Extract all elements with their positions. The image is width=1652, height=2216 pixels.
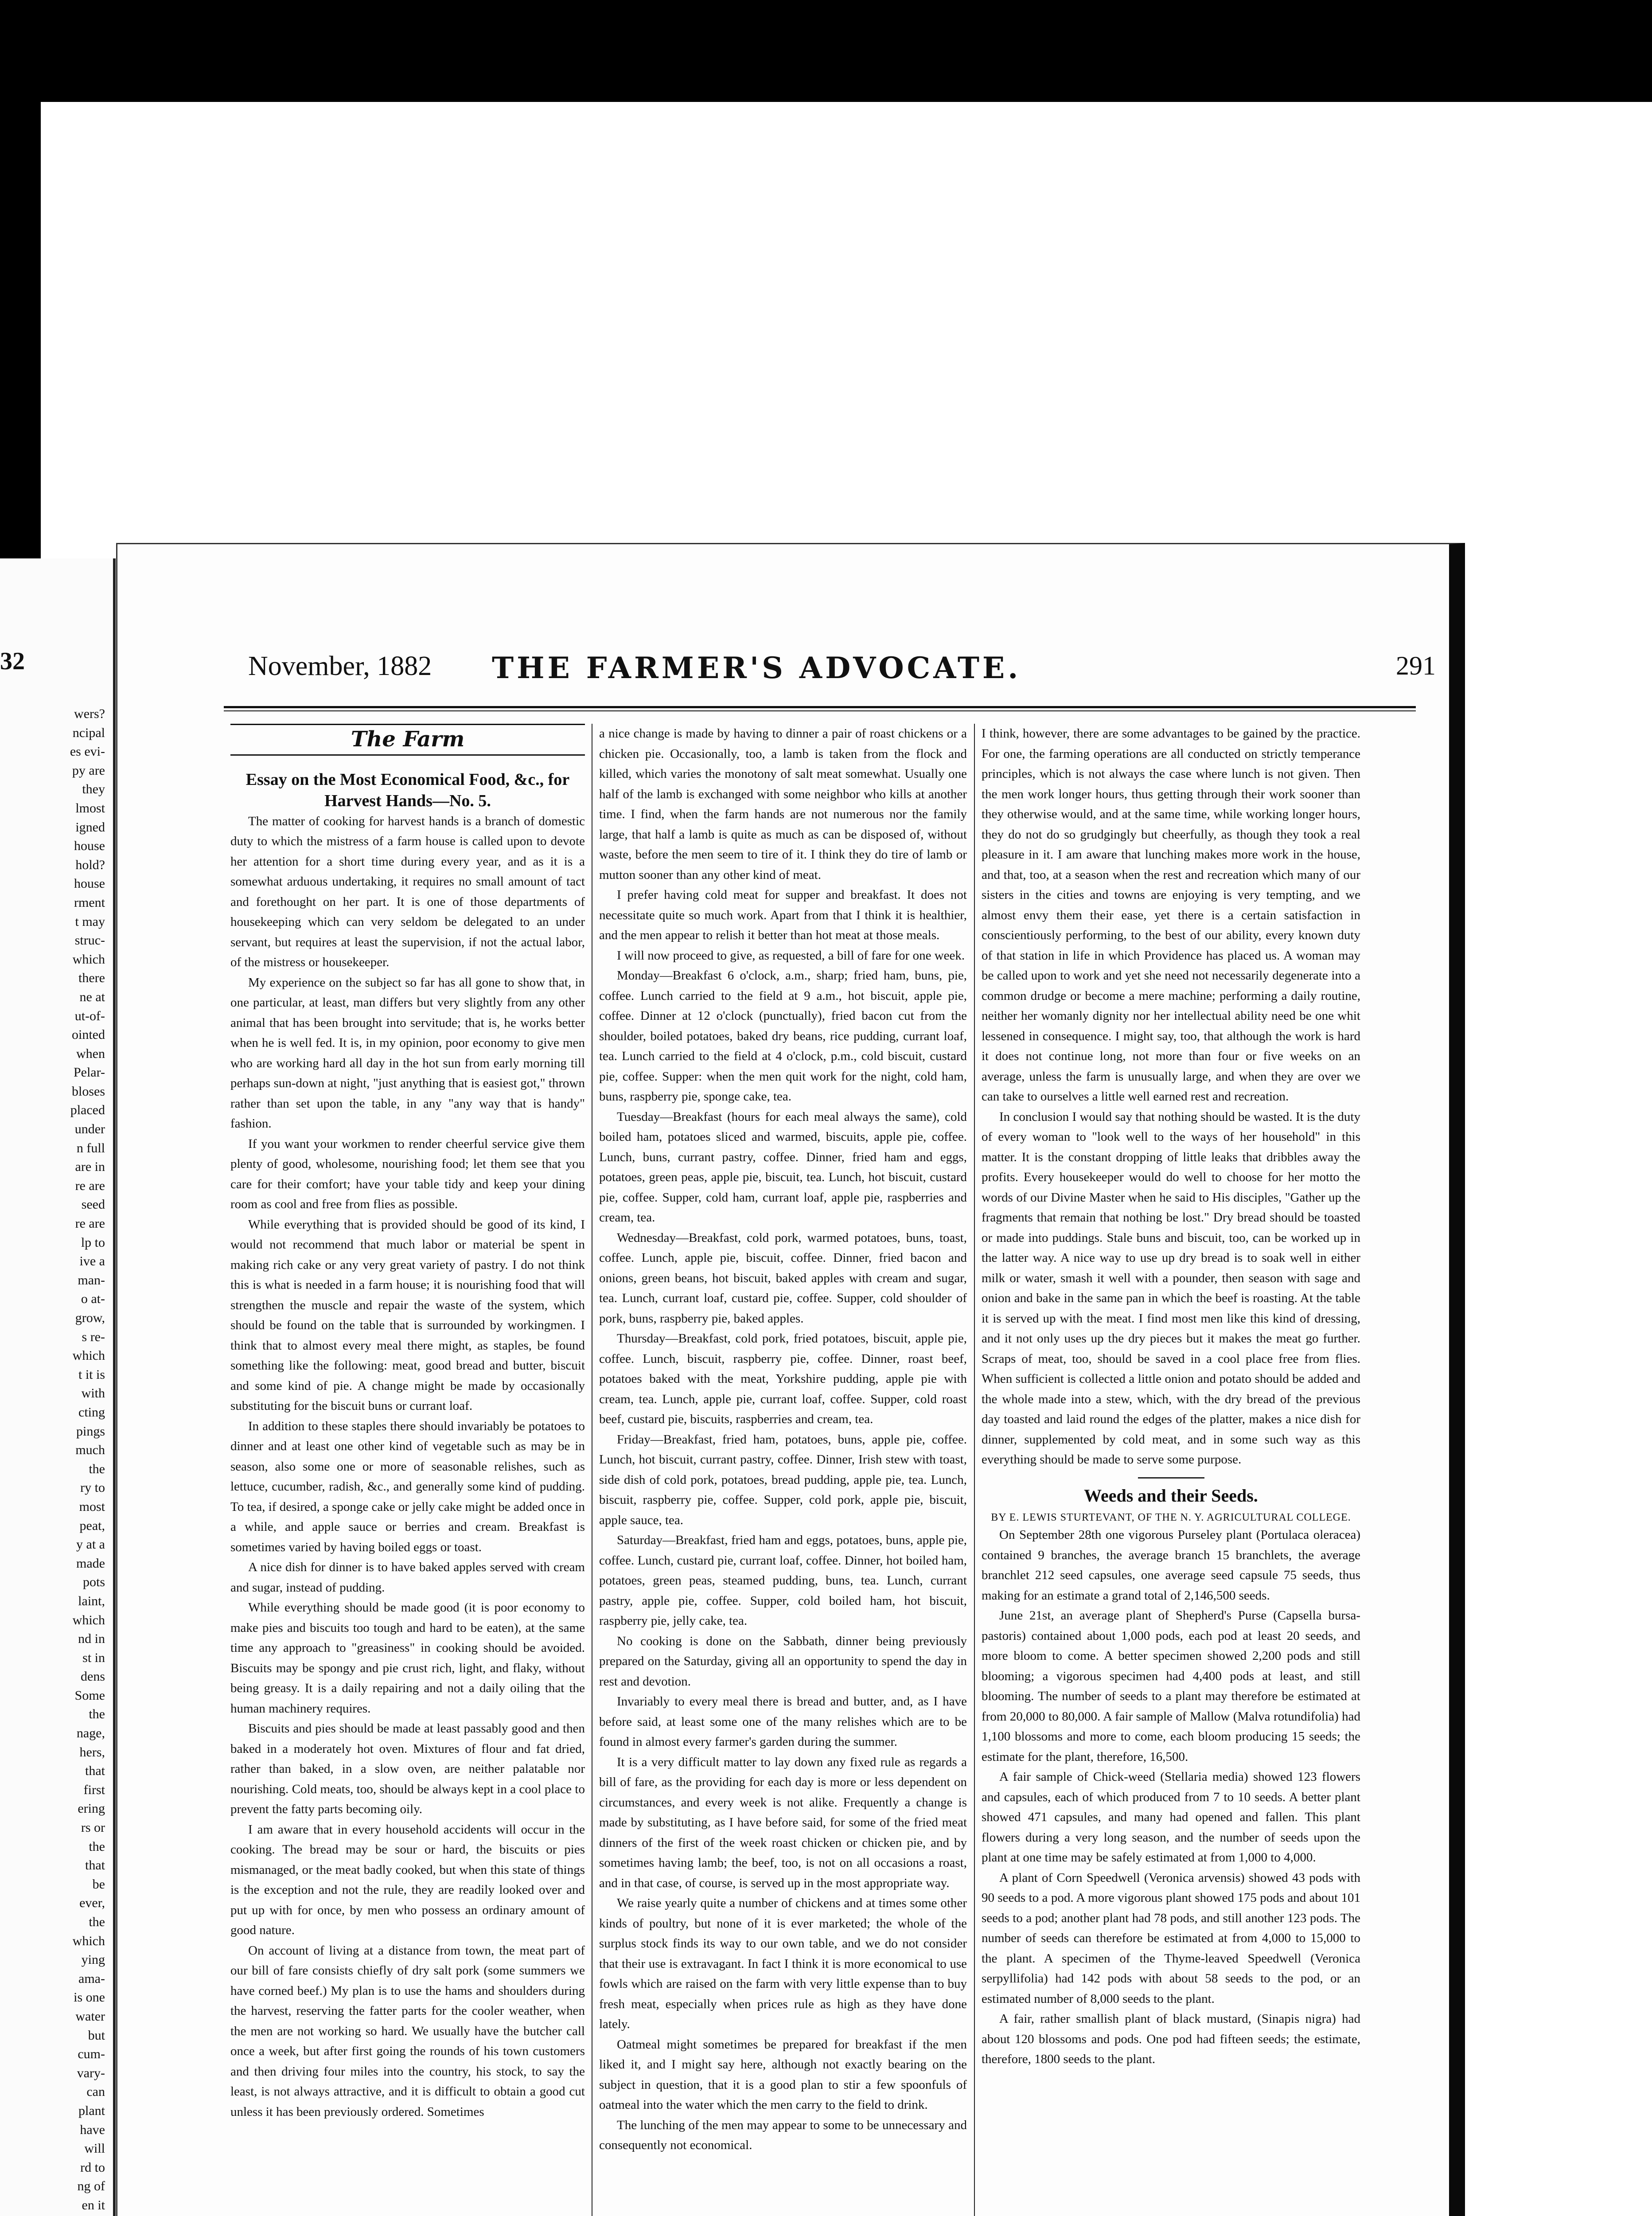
column-1	[230, 724, 585, 2216]
paragraph: A plant of Corn Speedwell (Veronica arvensis) showed 43 pods with 90 seeds to a pod. A more vigorous plant showed 175 pods and about 101 seeds to a pod; another plant had 78 pods, and still another 123 pods. The number of seeds can therefore be estimated at from 4,000 to 15,000 to the plant. A specimen of the Thyme-leaved Speedwell (Veronica serpyllifolia) had 142 pods with about 58 seeds to the pod, or an estimated number of 8,000 seeds to the plant.	[982, 1870, 1360, 2006]
paragraph: In addition to these staples there should invariably be potatoes to dinner and at least one other kind of vegetable such as may be in season, also some one or more of seasonable relishes, such as lettuce, cucumber, radish, &c., and generally some kind of pudding. To tea, if desired, a sponge cake or jelly cake might be added once in a while, and apple sauce or berries and cream. Breakfast is sometimes varied by having boiled eggs or toast.	[230, 1419, 585, 1554]
column-2	[599, 724, 967, 2216]
paragraph: June 21st, an average plant of Shepherd's Purse (Capsella bursa-pastoris) contained about 1,000 pods, each pod at least 20 seeds, and more bloom to come. A better specimen showed 2,200 pods and still blooming; a vigorous specimen had 4,400 pods at least, and still blooming. The number of seeds to a plant may therefore be estimated at from 20,000 to 80,000. A fair sample of Mallow (Malva rotundifolia) had 1,100 blossoms and more to come, each bloom producing 15 seeds; the estimate for the plant, therefore, 16,500.	[982, 1608, 1360, 1764]
paragraph: While everything that is provided should be good of its kind, I would not recommend that much labor or material be spent in making rich cake or any very great variety of pastry. I do not think this is what is needed in a farm house; it is nourishing food that will strengthen the muscle and repair the waste of the system, which should be found on the table that is surrounded by workingmen. I think that to almost every meal there might, as staples, be found something like the following: meat, good bread and butter, biscuit and some kind of pie. A change might be made by occasionally substituting for the biscuit buns or currant loaf.	[230, 1217, 585, 1413]
paragraph: We raise yearly quite a number of chickens and at times some other kinds of poultry, but none of it is ever marketed; the whole of the surplus stock finds its way to our own table, and we do not consider that their use is extravagant. In fact I think it is more economical to use fowls which are raised on the farm with very little expense than to buy fresh meat, especially when prices rule as high as they have done lately.	[599, 1896, 967, 2031]
paragraph: On September 28th one vigorous Purseley plant (Portulaca oleracea) contained 9 branches, the average branch 15 branchlets, the average branchlet 212 seed capsules, one average seed capsule 75 seeds, thus making for an estimate a grand total of 2,146,500 seeds.	[982, 1528, 1360, 1603]
page-header	[248, 651, 1436, 699]
paragraph: Saturday—Breakfast, fried ham and eggs, potatoes, buns, apple pie, coffee. Lunch, custard pie, currant loaf, coffee. Dinner, hot boiled ham, potatoes, green peas, steamed pudding, buns, tea. Lunch, currant pastry, apple pie, coffee. Supper, cold boiled ham, hot biscuit, raspberry pie, jelly cake, tea.	[599, 1533, 967, 1628]
paragraph: a nice change is made by having to dinner a pair of roast chickens or a chicken pie. Occasionally, too, a lamb is taken from the flock and killed, which varies the monotony of salt meat somewhat. Usually one half of the lamb is exchanged with some neighbor who kills at another time. I find, when the farm hands are not numerous nor the family large, that half a lamb is quite as much as can be disposed of, without waste, before the men seem to tire of it. I think they do tire of lamb or mutton sooner than any other kind of meat.	[599, 726, 967, 882]
scan-border-top	[0, 0, 1652, 102]
paragraph: Thursday—Breakfast, cold pork, fried potatoes, biscuit, apple pie, coffee. Lunch, biscuit, raspberry pie, coffee. Dinner, roast beef, potatoes baked with the meat, Yorkshire pudding, apple pie with cream, tea. Lunch, apple pie, currant loaf, coffee. Supper, cold roast beef, custard pie, biscuits, raspberries and cream, tea.	[599, 1331, 967, 1426]
article-title: Weeds and their Seeds.	[1084, 1485, 1258, 1506]
paragraph: I think, however, there are some advantages to be gained by the practice. For one, the farming operations are all conducted on strictly temperance principles, which is not always the case where lunch is not given. Then the men work longer hours, thus getting through their work sooner than they otherwise would, and at the same time, while working longer hours, they do not do so grudgingly but cheerfully, as though they took a real pleasure in it. I am aware that lunching makes more work in the house, and that, too, at a season when the rest and recreation which many of our sisters in the cities and towns are enjoying is very tempting, and we almost envy them their ease, yet there is a certain satisfaction in conscientiously performing, to the best of our ability, every known duty of that station in life in which Providence has placed us. A woman may be called upon to work and yet she need not necessarily degenerate into a common drudge or become a mere machine; performing a daily routine, neither her womanly dignity nor her intellectual ability need be one whit lessened in consequence. I might say, too, that although the work is hard it does not continue long, not more than four or five weeks on an average, unless the farm is unusually large, and when they are over we can take to ourselves a little well earned rest and recreation.	[982, 726, 1360, 1104]
paragraph: Oatmeal might sometimes be prepared for breakfast if the men liked it, and I might say here, although not exactly bearing on the subject in question, that it is a good plan to stir a few spoonfuls of oatmeal into the water which the men carry to the field to drink.	[599, 2037, 967, 2112]
paragraph: A nice dish for dinner is to have baked apples served with cream and sugar, instead of pudding.	[230, 1560, 585, 1595]
paragraph: Friday—Breakfast, fried ham, potatoes, buns, apple pie, coffee. Lunch, hot biscuit, currant pastry, coffee. Dinner, Irish stew with toast, side dish of cold pork, potatoes, bread pudding, apple pie, tea. Lunch, biscuit, raspberry pie, coffee. Supper, cold pork, apple pie, biscuit, apple sauce, tea.	[599, 1432, 967, 1527]
paragraph: A fair sample of Chick-weed (Stellaria media) showed 123 flowers and capsules, each of which produced from 7 to 10 seeds. A better plant showed 471 capsules, and many had opened and fallen. This plant flowers during a very long season, and the number of seeds upon the plant at one time may be safely estimated at from 1,000 to 4,000.	[982, 1770, 1360, 1865]
paragraph: No cooking is done on the Sabbath, dinner being previously prepared on the Saturday, giving all an opportunity to spend the day in rest and devotion.	[599, 1634, 967, 1689]
paragraph: The matter of cooking for harvest hands is a branch of domestic duty to which the mistress of a farm house is called upon to devote her attention for a short time during every year, and as it is a somewhat arduous undertaking, it requires no small amount of tact and forethought on her part. It is one of those departments of housekeeping which can very seldom be delegated to an under servant, but requires at least the supervision, if not the actual labor, of the mistress or housekeeper.	[230, 814, 585, 969]
paragraph: Monday—Breakfast 6 o'clock, a.m., sharp; fried ham, buns, pie, coffee. Lunch carried to the field at 9 a.m., hot biscuit, apple pie, coffee. Dinner at 12 o'clock (punctually), fried bacon cut from the shoulder, boiled potatoes, baked dry beans, rice pudding, currant loaf, tea. Lunch carried to the field at 4 o'clock, p.m., cold biscuit, custard pie, coffee. Supper: when the men quit work for the night, cold ham, buns, raspberry pie, sponge cake, tea.	[599, 968, 967, 1104]
publication-title: THE FARMER'S ADVOCATE.	[492, 651, 1021, 685]
department-heading: The Farm	[230, 724, 585, 756]
paragraph: Tuesday—Breakfast (hours for each meal always the same), cold boiled ham, potatoes sliced and warmed, biscuits, apple pie, coffee. Lunch, buns, currant pastry, coffee. Dinner, fried ham and eggs, potatoes, green peas, apple pie, biscuit, tea. Lunch, hot biscuit, custard pie, coffee. Supper, cold ham, currant loaf, apple pie, raspberries and cream, tea.	[599, 1109, 967, 1225]
paragraph: It is a very difficult matter to lay down any fixed rule as regards a bill of fare, as the providing for each day is more or less dependent on circumstances, and every week is not alike. Frequently a change is made by substituting, as I have before said, for some of the fried meat dinners of the first of the week roast chicken or chicken pie, and by sometimes having lamb; the beef, too, is not on all occasions a roast, and in that case, of course, is served up in the most appropriate way.	[599, 1755, 967, 1890]
column-3	[982, 724, 1360, 2200]
header-rule	[224, 706, 1416, 708]
column-divider	[974, 724, 975, 2216]
paragraph: I am aware that in every household accidents will occur in the cooking. The bread may be sour or hard, the biscuits or pies mismanaged, or the meat badly cooked, but when this state of things is the exception and not the rule, they are readily looked over and put up with for once, by men who possess an ordinary amount of good nature.	[230, 1822, 585, 1937]
newspaper-page	[116, 543, 1465, 2216]
byline: BY E. LEWIS STURTEVANT, OF THE N. Y. AGRICULTURAL COLLEGE.	[991, 1512, 1351, 1523]
issue-date: November, 1882	[248, 651, 432, 681]
header-rule-thin	[224, 710, 1416, 711]
article-separator	[1138, 1477, 1204, 1479]
paragraph: Invariably to every meal there is bread and butter, and, as I have before said, at least some one of the many relishes which are to be found in almost every farmer's garden during the summer.	[599, 1694, 967, 1749]
paragraph: On account of living at a distance from town, the meat part of our bill of fare consists chiefly of dry salt pork (some summers we have corned beef.) My plan is to use the hams and shoulders during the harvest, reserving the fatter parts for the cooler weather, when the men are not working so hard. We usually have the butcher call once a week, but after first going the rounds of his town customers and then driving four miles into the country, his stock, to say the least, is not always attractive, and it is difficult to obtain a good cut unless it has been previously ordered. Sometimes	[230, 1943, 585, 2119]
paragraph: If you want your workmen to render cheerful service give them plenty of good, wholesome, nourishing food; let them see that you care for their comfort; have your table tidy and keep your dining room as cool and free from flies as possible.	[230, 1136, 585, 1211]
paragraph: I will now proceed to give, as requested, a bill of fare for one week.	[617, 948, 965, 963]
paragraph: A fair, rather smallish plant of black mustard, (Sinapis nigra) had about 120 blossoms and pods. One pod had fifteen seeds; the estimate, therefore, 1800 seeds to the plant.	[982, 2012, 1360, 2066]
paragraph: I prefer having cold meat for supper and breakfast. It does not necessitate quite so much work. Apart from that I think it is healthier, and the men appear to relish it better than hot meat at those meals.	[599, 888, 967, 942]
paragraph: While everything should be made good (it is poor economy to make pies and biscuits too tough and hard to be eaten), at the same time any approach to "greasiness" in cooking should be avoided. Biscuits may be spongy and pie crust rich, light, and flaky, without being greasy. It is a daily repairing and not a daily oiling that the human machinery requires.	[230, 1600, 585, 1716]
paragraph: In conclusion I would say that nothing should be wasted. It is the duty of every woman to "look well to the ways of her household" in this matter. It is the constant dropping of little leaks that dribbles away the profits. Every housekeeper would do well to choose for her motto the words of our Divine Master when he said to His disciples, "Gather up the fragments that remain that nothing be lost." Dry bread should be toasted or made into puddings. Stale buns and biscuit, too, can be worked up in the latter way. A nice way to use up dry bread is to soak well in either milk or water, smash it well with a pounder, then season with sage and onion and bake in the same pan in which the beef is roasting. At the table it is served up with the meat. I find most men like this kind of dressing, and it not only uses up the dry pieces but it makes the meat go further. Scraps of meat, too, should be saved in a cool place free from flies. When sufficient is collected a little onion and potato should be added and the whole made into a stew, which, with the dry bread of the previous day toasted and laid round the edges of the platter, makes a nice dish for dinner, supplemented by cold meat, and in some such way as this everything should be made to serve some purpose.	[982, 1109, 1360, 1467]
page-number: 291	[1396, 651, 1436, 680]
paragraph: Biscuits and pies should be made at least passably good and then baked in a moderately hot oven. Mixtures of flour and fat dried, rather than baked, in a slow oven, are neither palatable nor nourishing. Cold meats, too, should be always kept in a cool place to prevent the fatty parts becoming oily.	[230, 1721, 585, 1816]
previous-page-edge	[0, 558, 116, 2216]
article-title: Essay on the Most Economical Food, &c., for Harvest Hands—No. 5.	[245, 770, 570, 810]
previous-page-number: 32	[0, 648, 25, 675]
paragraph: Wednesday—Breakfast, cold pork, warmed potatoes, buns, toast, coffee. Lunch, apple pie, biscuit, coffee. Dinner, fried bacon and onions, green beans, hot biscuit, baked apples with cream and sugar, tea. Lunch, currant loaf, custard pie, coffee. Supper, cold shoulder of pork, buns, raspberry pie, baked apples.	[599, 1230, 967, 1326]
previous-page-text-fragment: wers? ncipal es evi- py are they lmost igned house hold? house rment t may struc- which there ne at ut-of- ointed when Pelar- bloses placed under n full are in re are seed re are lp to ive a man- o at- grow, s re- which t it is with cting pings much the ry to most peat, y at a made pots laint, which nd in st in dens Some the nage, hers, that first ering rs or the that be ever, the which ying ama- is one water but cum- vary- can plant have will rd to ng of en it	[70, 706, 105, 2212]
paragraph: My experience on the subject so far has all gone to show that, in one particular, at least, man differs but very slightly from any other animal that has been brought into servitude; that is, he works better when he is well fed. It is, in my opinion, poor economy to give men who are working hard all day in the hot sun from early morning till perhaps sun-down at night, "just anything that is easiest got," thrown rather than set upon the table, in any "any way that is handy" fashion.	[230, 975, 585, 1131]
paragraph: The lunching of the men may appear to some to be unnecessary and consequently not economical.	[599, 2118, 967, 2152]
